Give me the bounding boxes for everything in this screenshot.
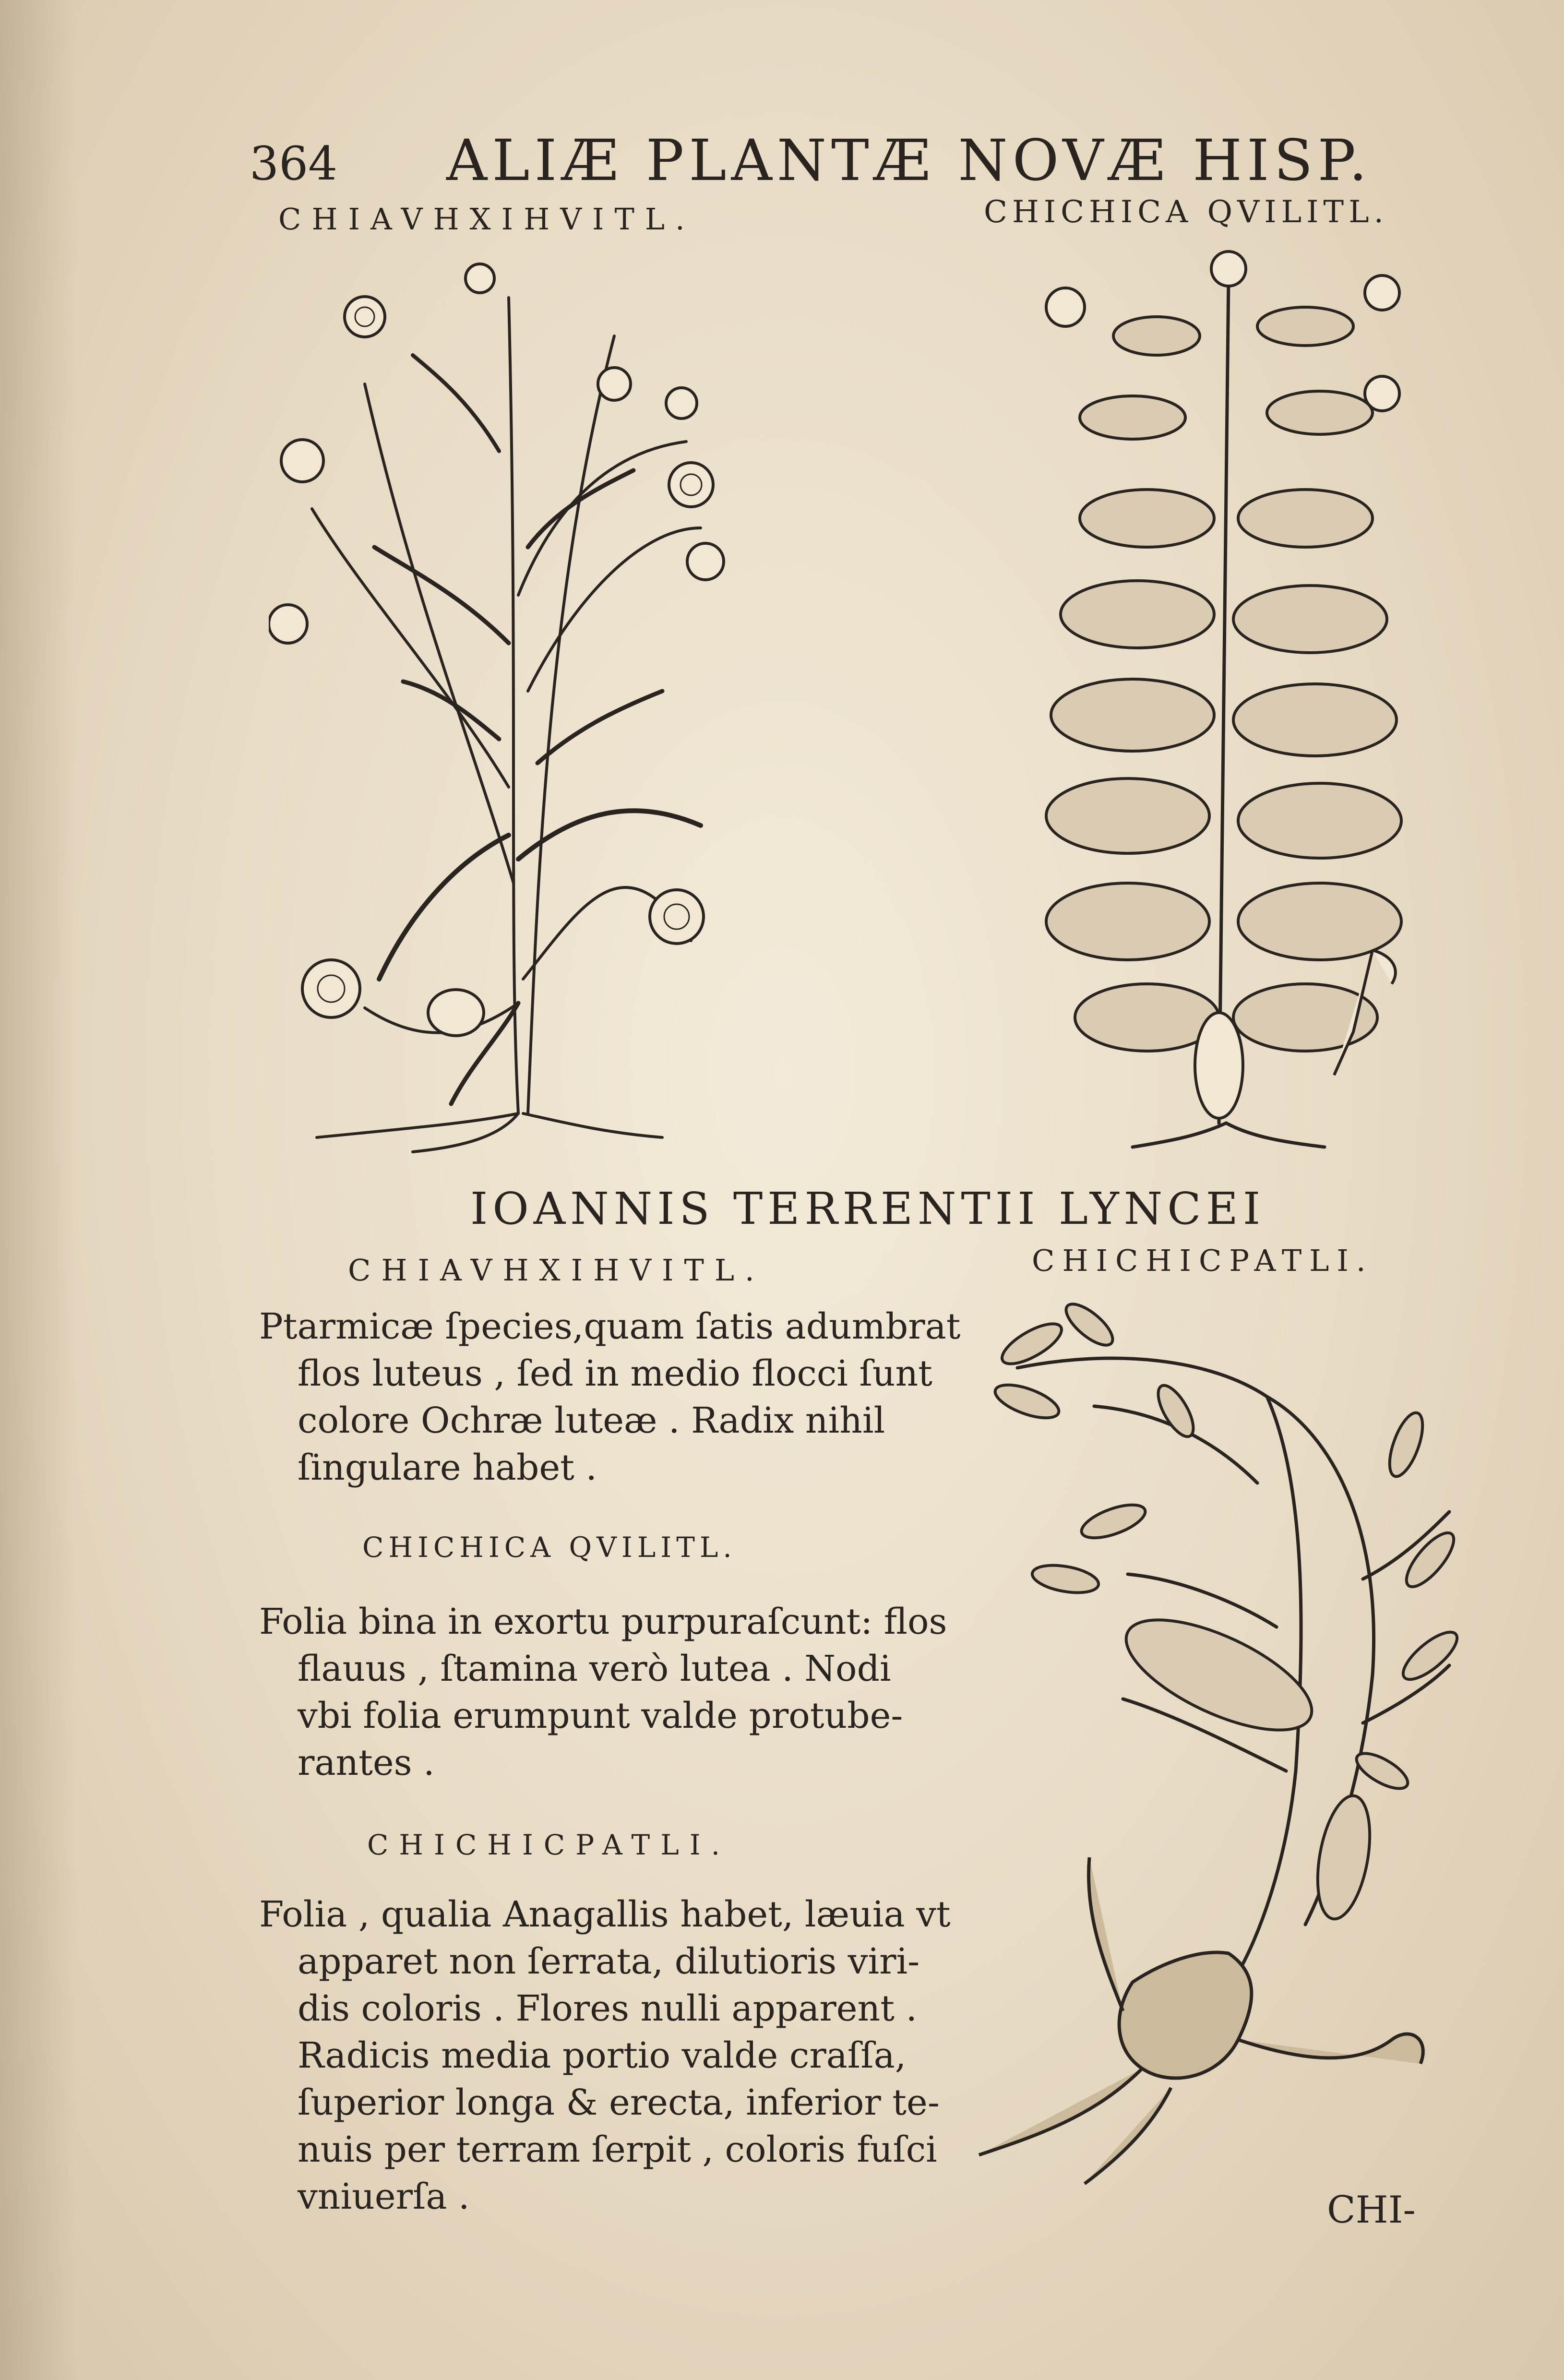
text-line: flauus , ſtamina verò lutea . Nodi xyxy=(298,1648,891,1689)
catchword: CHI- xyxy=(1327,2189,1416,2232)
entry-heading-chichica-quilitl: CHICHICA QVILITL. xyxy=(362,1531,737,1564)
entry-text-chichicpatli xyxy=(259,1891,951,2220)
text-line: Folia bina in exortu purpuraſcunt: flos xyxy=(259,1601,947,1642)
text-line: apparet non ſerrata, dilutioris viri- xyxy=(298,1941,920,1982)
text-line: dis coloris . Flores nulli apparent . xyxy=(298,1988,917,2029)
caption-top-left: CHIAVHXIHVITL. xyxy=(278,202,695,237)
entry-text-chiauhxihuitl xyxy=(259,1303,961,1491)
text-line: nuis per terram ſerpit , coloris fuſci xyxy=(298,2129,937,2170)
caption-top-right: CHICHICA QVILITL. xyxy=(984,194,1388,230)
running-title: ALIÆ PLANTÆ NOVÆ HISP. xyxy=(446,127,1372,193)
text-line: rantes . xyxy=(298,1742,435,1783)
plant-illustration-bottom-right xyxy=(969,1291,1478,2213)
section-heading: IOANNIS TERRENTII LYNCEI xyxy=(470,1183,1266,1234)
text-line: Ptarmicæ ſpecies,quam ſatis adumbrat xyxy=(259,1306,961,1347)
text-line: flos luteus , ſed in medio flocci ſunt xyxy=(298,1353,932,1394)
text-line: Radicis media portio valde craſſa, xyxy=(298,2035,907,2076)
text-line: vbi folia erumpunt valde protube- xyxy=(298,1695,903,1736)
entry-heading-chiauhxihuitl: CHIAVHXIHVITL. xyxy=(348,1253,765,1288)
page-number: 364 xyxy=(250,137,338,191)
page-edge-shadow xyxy=(0,0,77,2380)
plant-illustration-top-right xyxy=(1037,250,1421,1152)
text-line: ſuperior longa & erecta, inferior te- xyxy=(298,2082,940,2123)
text-line: ſingulare habet . xyxy=(298,1447,597,1488)
plant-illustration-top-left xyxy=(269,259,749,1161)
caption-bottom-right: CHICHICPATLI. xyxy=(1032,1243,1373,1278)
text-line: colore Ochræ luteæ . Radix nihil xyxy=(298,1400,885,1441)
text-line: Folia , qualia Anagallis habet, læuia vt xyxy=(259,1894,951,1935)
entry-heading-chichicpatli: CHICHICPATLI. xyxy=(367,1829,731,1861)
text-line: vniuerſa . xyxy=(298,2176,470,2217)
entry-text-chichica-quilitl xyxy=(259,1598,947,1786)
